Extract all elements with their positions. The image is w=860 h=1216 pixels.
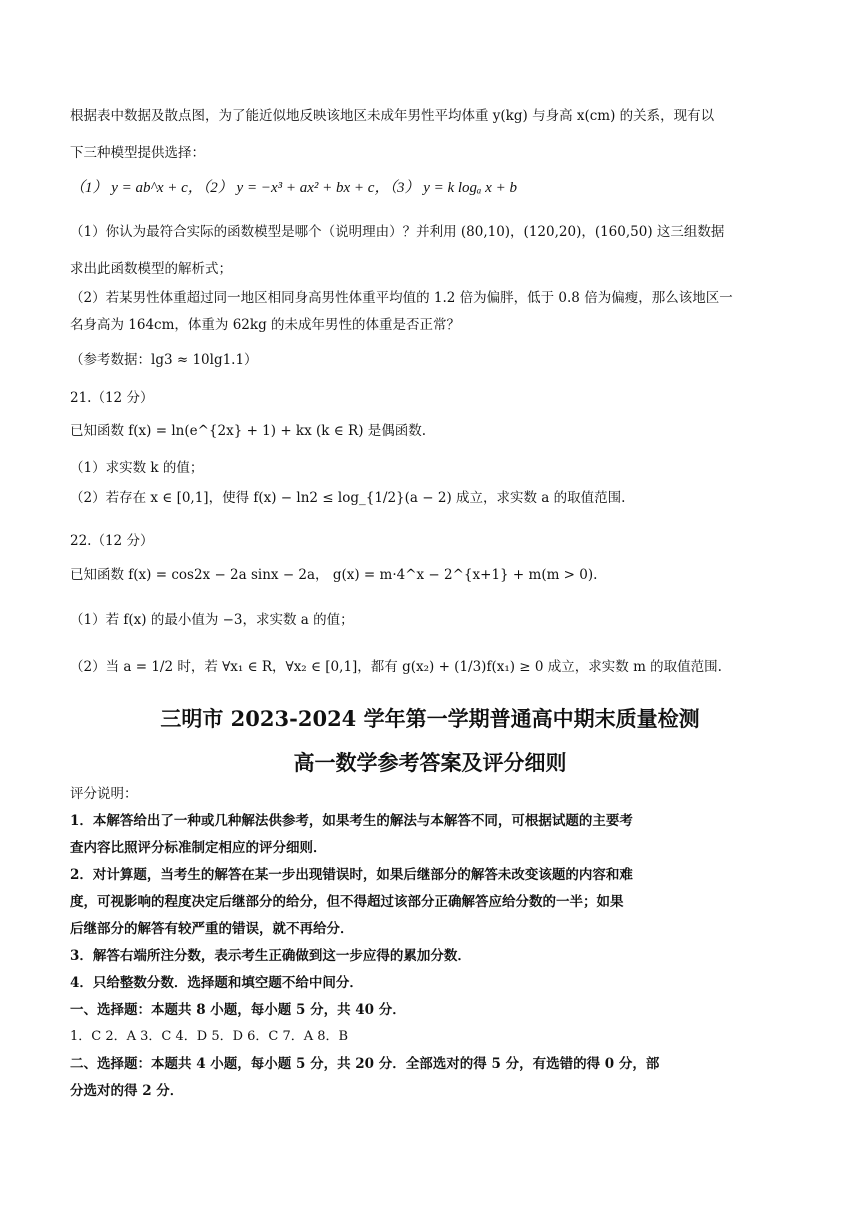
section-2-heading-line-2: 分选对的得 2 分． <box>70 1083 184 1099</box>
question-20-intro-line-1: 根据表中数据及散点图，为了能近似地反映该地区未成年男性平均体重 y(kg) 与身高 x(cm) 的关系，现有以 <box>70 108 715 124</box>
grading-note-1-line-2: 查内容比照评分标准制定相应的评分细则． <box>70 840 327 856</box>
question-21-stem: 已知函数 f(x) = ln(e^{2x} + 1) + kx (k ∈ R) 是偶函数. <box>70 423 427 439</box>
question-22-part-1: （1）若 f(x) 的最小值为 −3，求实数 a 的值； <box>70 612 354 628</box>
question-20-part-2-line-1: （2）若某男性体重超过同一地区相同身高男性体重平均值的 1.2 倍为偏胖，低于 0.8 倍为偏瘦，那么该地区一 <box>70 290 733 306</box>
answer-key-subtitle: 高一数学参考答案及评分细则 <box>293 750 567 775</box>
question-21-part-1: （1）求实数 k 的值； <box>70 460 204 476</box>
grading-notes-heading: 评分说明： <box>70 786 138 802</box>
question-21-part-2: （2）若存在 x ∈ [0,1]，使得 f(x) − ln2 ≤ log_{1/2}(a − 2) 成立，求实数 a 的取值范围. <box>70 490 626 506</box>
question-22-part-2: （2）当 a = 1/2 时，若 ∀x₁ ∈ R，∀x₂ ∈ [0,1]，都有 g(x₂) + (1/3)f(x₁) ≥ 0 成立，求实数 m 的取值范围. <box>70 659 722 675</box>
question-22-header: 22.（12 分） <box>70 533 154 549</box>
answer-key-title: 三明市 2023-2024 学年第一学期普通高中期末质量检测 <box>160 706 700 731</box>
section-2-heading-line-1: 二、选择题：本题共 4 小题，每小题 5 分，共 20 分．全部选对的得 5 分，有选错的得 0 分，部 <box>70 1056 660 1072</box>
grading-note-2-line-3: 后继部分的解答有较严重的错误，就不再给分． <box>70 921 354 937</box>
section-1-heading: 一、选择题：本题共 8 小题，每小题 5 分，共 40 分． <box>70 1002 406 1018</box>
grading-note-2-line-2: 度，可视影响的程度决定后继部分的给分，但不得超过该部分正确解答应给分数的一半；如果 <box>70 894 624 910</box>
grading-note-4: 4．只给整数分数．选择题和填空题不给中间分． <box>70 975 363 991</box>
question-20-part-1-line-1: （1）你认为最符合实际的函数模型是哪个（说明理由）？并利用 (80,10)，(120,20)，(160,50) 这三组数据 <box>70 224 725 240</box>
question-20-models: （1） y = ab^x + c，（2） y = −x³ + ax² + bx + c，（3） y = k logₐ x + b <box>70 180 517 196</box>
question-22-stem: 已知函数 f(x) = cos2x − 2a sinx − 2a， g(x) = m·4^x − 2^{x+1} + m(m > 0). <box>70 567 598 583</box>
question-21-header: 21.（12 分） <box>70 390 154 406</box>
section-1-answers: 1．C 2．A 3．C 4．D 5．D 6．C 7．A 8．B <box>70 1029 349 1044</box>
question-20-part-1-line-2: 求出此函数模型的解析式； <box>70 261 232 277</box>
grading-note-1-line-1: 1．本解答给出了一种或几种解法供参考，如果考生的解法与本解答不同，可根据试题的主要考 <box>70 813 633 829</box>
question-20-reference-data: （参考数据：lg3 ≈ 10lg1.1） <box>70 352 258 368</box>
question-20-intro-line-2: 下三种模型提供选择： <box>70 145 205 161</box>
grading-note-3: 3．解答右端所注分数，表示考生正确做到这一步应得的累加分数． <box>70 948 471 964</box>
grading-note-2-line-1: 2．对计算题，当考生的解答在某一步出现错误时，如果后继部分的解答未改变该题的内容和难 <box>70 867 633 883</box>
question-20-part-2-line-2: 名身高为 164cm，体重为 62kg 的未成年男性的体重是否正常？ <box>70 317 461 333</box>
